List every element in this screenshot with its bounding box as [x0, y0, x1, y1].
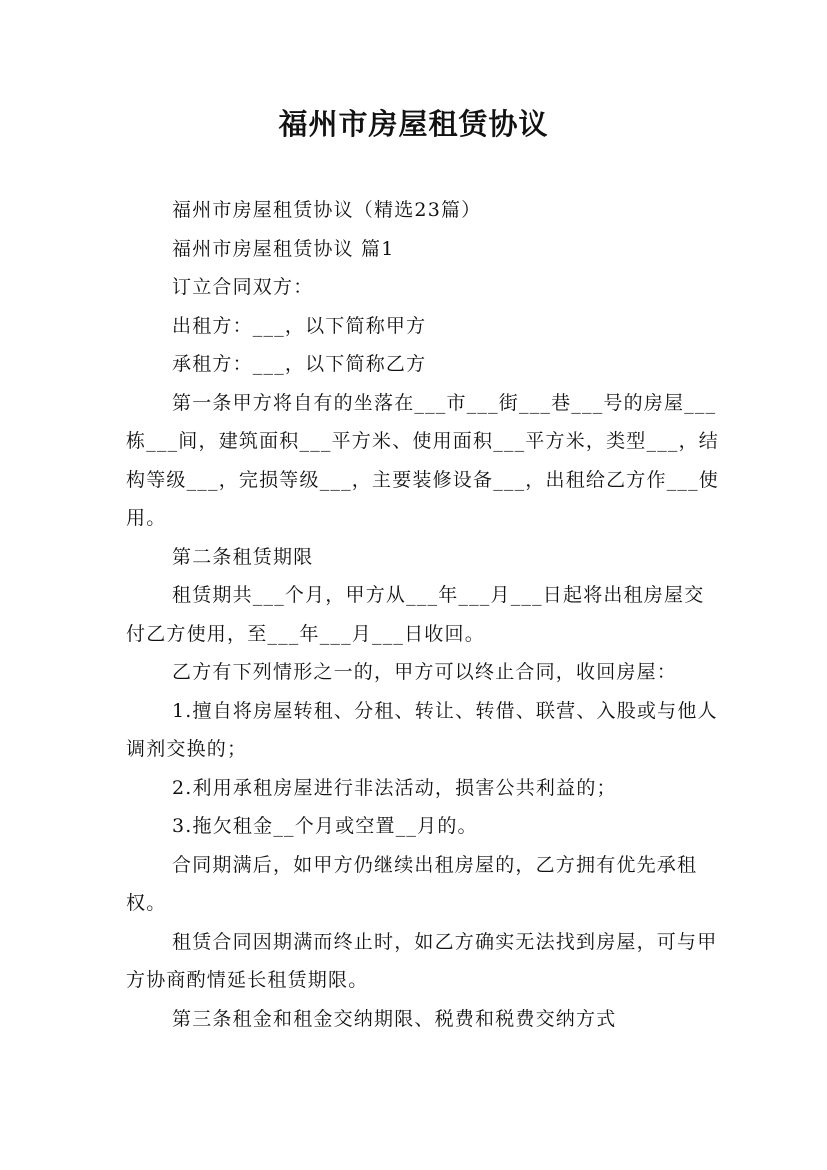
article-2-heading: 第二条租赁期限: [172, 545, 314, 568]
extension-paragraph: 租赁合同因期满而终止时，如乙方确实无法找到房屋，可与甲方协商酌情延长租赁期限。: [126, 930, 718, 991]
article-3-heading: 第三条租金和租金交纳期限、税费和税费交纳方式: [172, 1007, 617, 1030]
document-body: [126, 191, 720, 1038]
lessee-line: 承租方：___，以下简称乙方: [172, 353, 427, 375]
termination-item-1: 1.擅自将房屋转租、分租、转让、转借、联营、入股或与他人调剂交换的；: [126, 699, 718, 760]
termination-item-3: 3.拖欠租金__个月或空置__月的。: [172, 815, 478, 837]
termination-item-2: 2.利用承租房屋进行非法活动，损害公共利益的；: [172, 776, 617, 799]
subtitle-paragraph: 福州市房屋租赁协议（精选23篇）: [172, 199, 482, 221]
article-1-paragraph: 第一条甲方将自有的坐落在___市___街___巷___号的房屋___栋___间，建筑面积___平方米、使用面积___平方米，类型___，结构等级___，完损等级___，主要装修设备___，出租给乙方作___使用。: [126, 391, 720, 529]
document-title: 福州市房屋租赁协议: [278, 107, 549, 141]
renewal-priority-paragraph: 合同期满后，如甲方仍继续出租房屋的，乙方拥有优先承租权。: [126, 853, 698, 914]
parties-heading: 订立合同双方：: [172, 276, 314, 298]
lessor-line: 出租方：___，以下简称甲方: [172, 314, 427, 337]
termination-intro-paragraph: 乙方有下列情形之一的，甲方可以终止合同，收回房屋：: [172, 661, 678, 683]
section-heading: 福州市房屋租赁协议 篇1: [172, 237, 395, 260]
lease-term-paragraph: 租赁期共___个月，甲方从___年___月___日起将出租房屋交付乙方使用，至___年___月___日收回。: [126, 584, 705, 645]
